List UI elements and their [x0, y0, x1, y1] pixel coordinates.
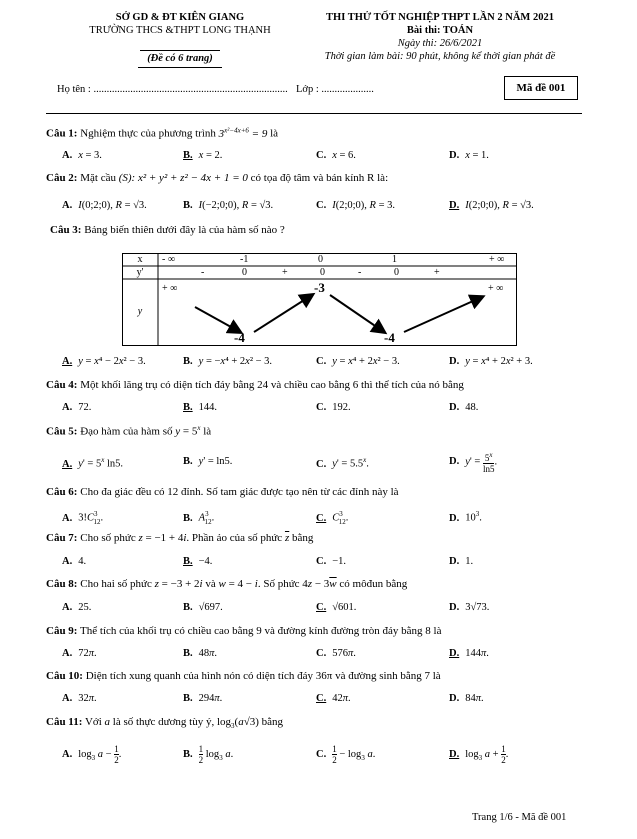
q11-option-d: D. $\log_3 a$ + $\frac{1}{2}$ . — [449, 744, 509, 765]
page-footer: Trang 1/6 - Mã đề 001 — [472, 812, 567, 823]
q10-option-a: A. 32π. — [62, 693, 97, 704]
header-rule-2 — [138, 67, 222, 68]
arrow-up-1 — [254, 295, 312, 332]
dept-name: SỞ GD & ĐT KIÊN GIANG — [115, 12, 245, 23]
class-field: Lớp : .................... — [296, 84, 374, 95]
q1-option-c: C. x = 6. — [316, 150, 356, 161]
exam-date: Ngày thi: 26/6/2021 — [397, 38, 483, 49]
header-right — [300, 11, 580, 63]
sign-7: + — [434, 267, 440, 278]
q9-option-a: A. 72π. — [62, 648, 97, 659]
page-count: (Đề có 6 trang) — [147, 53, 213, 64]
sign-4: 0 — [320, 267, 325, 278]
q7-option-b: B. −4. — [183, 556, 213, 567]
question-9: Câu 9: Thể tích của khối trụ có chiều cao bằng 9 và đường kính đường tròn đáy bằng 8 là — [46, 625, 442, 637]
question-3: Câu 3: Bảng biến thiên dưới đây là của hàm số nào ? — [50, 224, 285, 236]
yprime-label: y' — [136, 267, 144, 278]
q3-option-d: D. y = x⁴ + 2x² + 3. — [449, 356, 533, 367]
q6-option-c: C. $C^3_{12}$. — [316, 510, 349, 526]
question-6: Câu 6: Cho đa giác đều có 12 đỉnh. Số tam giác được tạo nên từ các đỉnh này là — [46, 486, 399, 498]
arrow-up-2 — [404, 297, 482, 332]
q4-option-c: C. 192. — [316, 402, 351, 413]
header-rule — [140, 50, 220, 51]
q11-option-b: B. $\frac{1}{2}$ $\log_3 a$. — [183, 744, 234, 765]
arrow-down-1 — [195, 307, 240, 332]
y-val-5: -4 — [384, 330, 395, 345]
q2-option-c: C. I(2;0;0), R = 3. — [316, 200, 396, 211]
question-2: Câu 2: Mặt cầu (S): x² + y² + z² − 4x + 1 = 0 có tọa độ tâm và bán kính R là: — [46, 172, 389, 184]
y-val-1: + ∞ — [162, 283, 178, 294]
q3-option-a: A. y = x⁴ − 2x² − 3. — [62, 356, 146, 367]
q11-option-a: A. $\log_3 a$ − $\frac{1}{2}$ . — [62, 744, 122, 765]
q1-option-b: B. x = 2. — [183, 150, 223, 161]
q8-option-a: A. 25. — [62, 602, 92, 613]
x-val-4: 1 — [392, 254, 397, 265]
q2-option-b: B. I(−2;0;0), R = √3. — [183, 200, 274, 211]
q2-option-d: D. I(2;0;0), R = √3. — [449, 200, 534, 211]
q8-option-d: D. 3√73. — [449, 602, 490, 613]
q2-option-a: A. I(0;2;0), R = √3. — [62, 200, 147, 211]
sign-5: - — [358, 267, 362, 278]
student-name-field: Họ tên : .......................................................................... — [57, 84, 288, 95]
sign-1: - — [201, 267, 205, 278]
q4-option-d: D. 48. — [449, 402, 479, 413]
q5-option-d: D. y' = $\frac{5^x}{\ln 5}$ . — [449, 451, 498, 474]
question-5: Câu 5: Đạo hàm của hàm số $y = 5^x$ là — [46, 424, 212, 438]
q6-option-b: B. $A^3_{12}$. — [183, 510, 215, 526]
question-4: Câu 4: Một khối lăng trụ có diện tích đáy bằng 24 và chiều cao bằng 6 thì thể tích của nó bằng — [46, 379, 464, 391]
x-label: x — [137, 254, 143, 265]
q5-option-c: C. $y' = 5.5^x$. — [316, 456, 369, 470]
y-label: y — [137, 306, 143, 317]
question-10: Câu 10: Diện tích xung quanh của hình nón có diện tích đáy 36π và đường sinh bằng 7 là — [46, 670, 441, 682]
school-name: TRƯỜNG THCS &THPT LONG THẠNH — [89, 25, 271, 36]
q9-option-b: B. 48π. — [183, 648, 218, 659]
y-val-3: + ∞ — [488, 283, 504, 294]
question-11: Câu 11: Với a là số thực dương tùy ý, $\log_3(a√3)$ bằng — [46, 716, 284, 731]
question-7: Câu 7: Cho số phức z = −1 + 4i. Phần ảo của số phức $\overline{z}$ bằng — [46, 532, 314, 544]
sign-3: + — [282, 267, 288, 278]
y-val-4: -4 — [234, 330, 245, 345]
q8-option-c: C. √601. — [316, 602, 357, 613]
q8-option-b: B. √697. — [183, 602, 223, 613]
question-1: Câu 1: Nghiệm thực của phương trình $3^{x^2-4x+6} = 9$ là — [46, 126, 279, 140]
q1-option-d: D. x = 1. — [449, 150, 489, 161]
q5-option-b: B. y' = ln5. — [183, 456, 233, 467]
y-val-2: -3 — [314, 280, 325, 295]
q4-option-a: A. 72. — [62, 402, 92, 413]
header-divider — [46, 113, 582, 114]
exam-duration: Thời gian làm bài: 90 phút, không kể thời gian phát đề — [324, 51, 556, 62]
q9-option-d: D. 144π. — [449, 648, 489, 659]
q4-option-b: B. 144. — [183, 402, 218, 413]
q6-option-a: A. $3!C^3_{12}$. — [62, 510, 104, 526]
exam-code-box: Mã đề 001 — [504, 76, 578, 100]
q6-option-d: D. $10^3$. — [449, 510, 482, 524]
q10-option-c: C. 42π. — [316, 693, 351, 704]
x-val-5: + ∞ — [489, 254, 505, 265]
arrow-down-2 — [330, 295, 384, 332]
q10-option-d: D. 84π. — [449, 693, 484, 704]
sign-2: 0 — [242, 267, 247, 278]
question-8: Câu 8: Cho hai số phức z = −3 + 2i và w = 4 − i. Số phức $4z - 3\overline{w}$ có môđun bằng — [46, 578, 408, 590]
q7-option-c: C. −1. — [316, 556, 347, 567]
exam-title: THI THỬ TỐT NGHIỆP THPT LẦN 2 NĂM 2021 — [326, 12, 554, 23]
q3-option-b: B. y = −x⁴ + 2x² − 3. — [183, 356, 273, 367]
variation-table — [122, 253, 517, 346]
q11-option-c: C. $\frac{1}{2}$ − $\log_3 a$. — [316, 744, 376, 765]
q7-option-a: A. 4. — [62, 556, 87, 567]
q7-option-d: D. 1. — [449, 556, 474, 567]
x-val-1: - ∞ — [162, 254, 175, 265]
subject: Bài thi: TOÁN — [406, 25, 474, 36]
q3-option-c: C. y = x⁴ + 2x² − 3. — [316, 356, 400, 367]
q9-option-c: C. 576π. — [316, 648, 356, 659]
sign-6: 0 — [394, 267, 399, 278]
header-left — [60, 11, 300, 68]
q5-option-a: A. $y' = 5^x$ ln5. — [62, 456, 123, 470]
x-val-3: 0 — [318, 254, 323, 265]
q10-option-b: B. 294π. — [183, 693, 223, 704]
q1-option-a: A. x = 3. — [62, 150, 102, 161]
x-val-2: -1 — [240, 254, 249, 265]
